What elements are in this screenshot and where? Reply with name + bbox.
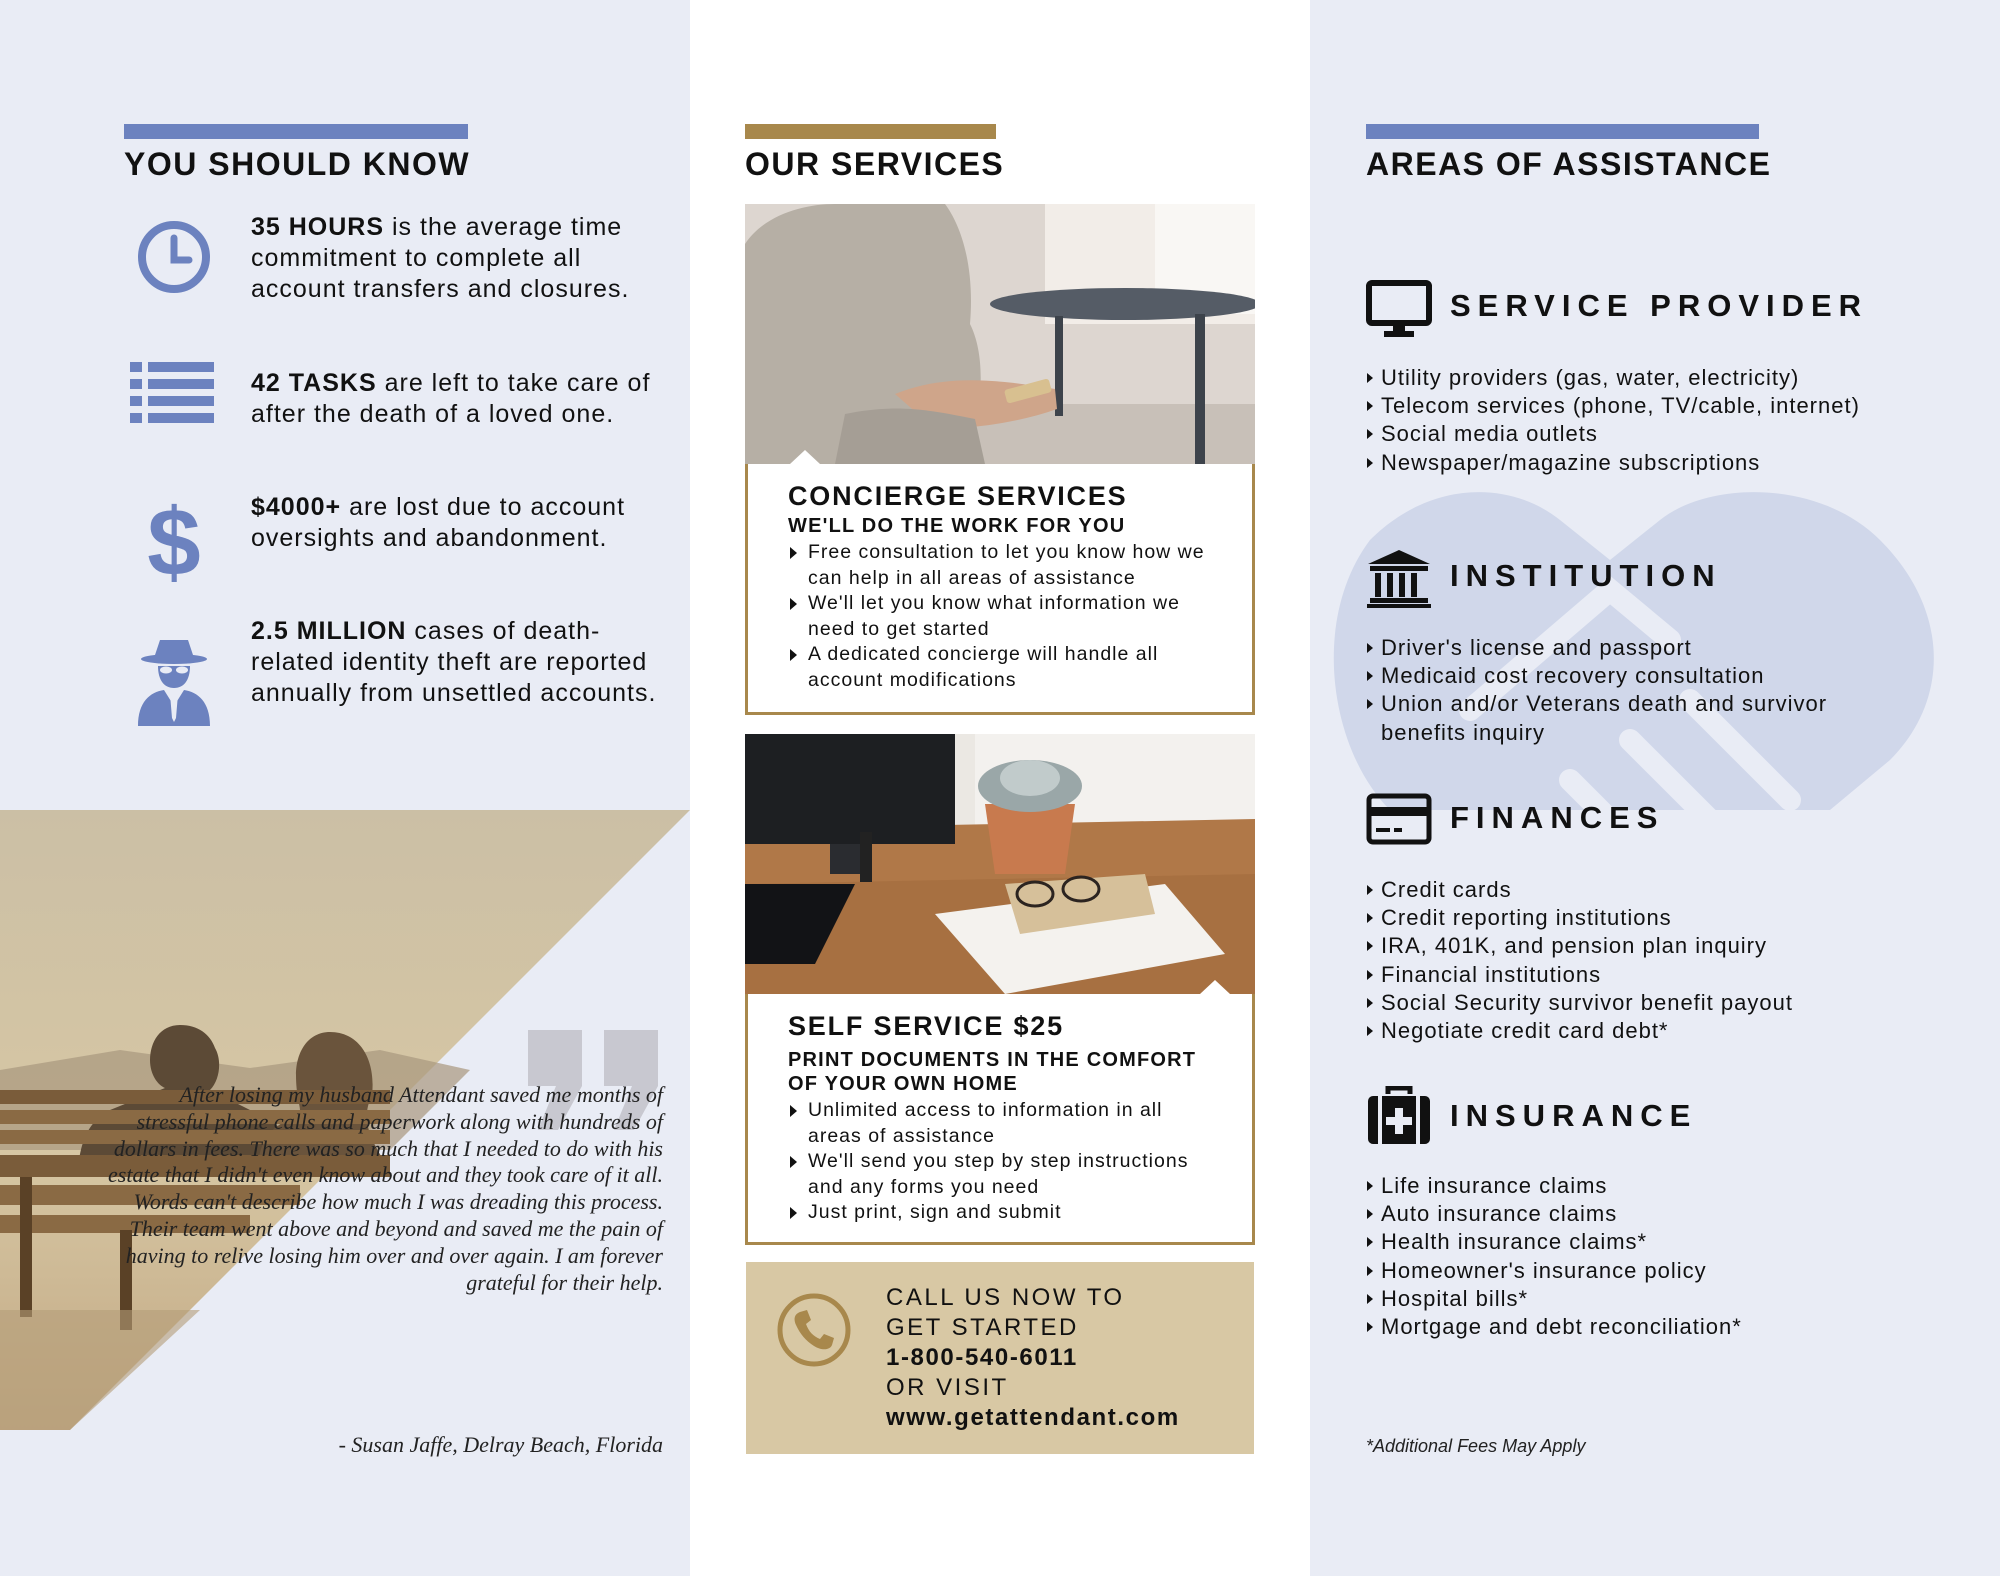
list-item: Health insurance claims* (1366, 1228, 1906, 1256)
right-panel (1310, 0, 2000, 1576)
area-title: INSTITUTION (1450, 558, 1722, 593)
fact-item: 42 TASKS are left to take care of after the death of a loved one. (251, 369, 651, 428)
list-item: Social media outlets (1366, 420, 1906, 448)
card-title: CONCIERGE SERVICES (788, 481, 1128, 511)
list-item: Hospital bills* (1366, 1285, 1906, 1313)
list-item: A dedicated concierge will handle all account modifications (788, 642, 1218, 693)
area-list (1366, 634, 1906, 747)
testimonial-quote: After losing my husband Attendant saved me months of stressful phone calls and paperwork along with hundreds of dollars in fees. There was so much that I needed to do with his estate that I didn't even know about and they took care of it all. Words can't describe how much I was dreading this process. Their team went above and beyond and saved me the pain of having to relive losing him over and over again. I am forever grateful for their help. (108, 1082, 663, 1295)
list-item: Life insurance claims (1366, 1172, 1906, 1200)
service-list (788, 540, 1218, 693)
monitor-icon (1366, 280, 1432, 340)
service-list (788, 1098, 1218, 1226)
list-item: Financial institutions (1366, 961, 1906, 989)
dollar-icon (124, 490, 224, 590)
fact-item: 2.5 MILLION cases of death-related identity theft are reported annually from unsettled accounts. (251, 617, 657, 707)
list-item: Driver's license and passport (1366, 634, 1906, 662)
list-item: Medicaid cost recovery consultation (1366, 662, 1906, 690)
cta-line: CALL US NOW TO (886, 1284, 1125, 1311)
testimonial-author: - Susan Jaffe, Delray Beach, Florida (338, 1432, 663, 1457)
area-title: INSURANCE (1450, 1098, 1698, 1133)
card-title: SELF SERVICE $25 (788, 1011, 1064, 1041)
list-item: Union and/or Veterans death and survivor benefits inquiry (1366, 690, 1906, 746)
fact-item: $4000+ are lost due to account oversights and abandonment. (251, 493, 626, 552)
list-item: Unlimited access to information in all areas of assistance (788, 1098, 1218, 1149)
list-item: Auto insurance claims (1366, 1200, 1906, 1228)
phone-number-link[interactable]: 1-800-540-6011 (886, 1344, 1078, 1371)
section-title: AREAS OF ASSISTANCE (1366, 146, 1772, 182)
area-list (1366, 364, 1906, 477)
medical-kit-icon (1366, 1086, 1432, 1146)
list-item: Just print, sign and submit (788, 1200, 1218, 1226)
cta-line: OR VISIT (886, 1374, 1009, 1401)
list-item: Homeowner's insurance policy (1366, 1257, 1906, 1285)
credit-card-icon (1366, 790, 1432, 850)
cta-line: GET STARTED (886, 1314, 1079, 1341)
fact-item: 35 HOURS is the average time commitment to complete all account transfers and closures. (251, 213, 630, 303)
list-item: Credit reporting institutions (1366, 904, 1906, 932)
footnote: *Additional Fees May Apply (1366, 1436, 1586, 1456)
section-accent-bar (1366, 124, 1759, 139)
section-accent-bar (745, 124, 996, 139)
desk-with-glasses-photo (745, 734, 1255, 994)
spy-icon (124, 630, 224, 730)
section-title: OUR SERVICES (745, 146, 1005, 182)
person-with-phone-photo (745, 204, 1255, 464)
self-service-card (745, 994, 1255, 1245)
section-accent-bar (124, 124, 468, 139)
website-link[interactable]: www.getattendant.com (886, 1404, 1180, 1431)
list-item: Free consultation to let you know how we can help in all areas of assistance (788, 540, 1218, 591)
clock-icon (124, 212, 224, 312)
list-item: We'll let you know what information we need to get started (788, 591, 1218, 642)
card-subtitle: PRINT DOCUMENTS IN THE COMFORT OF YOUR OWN HOME (788, 1049, 1197, 1095)
list-item: Newspaper/magazine subscriptions (1366, 449, 1906, 477)
section-title: YOU SHOULD KNOW (124, 146, 471, 182)
list-item: IRA, 401K, and pension plan inquiry (1366, 932, 1906, 960)
area-list (1366, 1172, 1906, 1341)
area-list (1366, 876, 1906, 1045)
middle-panel (690, 0, 1310, 1576)
area-title: FINANCES (1450, 800, 1665, 835)
area-title: SERVICE PROVIDER (1450, 288, 1869, 323)
list-item: Utility providers (gas, water, electricity) (1366, 364, 1906, 392)
bank-icon (1366, 548, 1432, 608)
svg-text:$: $ (147, 490, 201, 590)
left-panel (0, 0, 690, 1576)
phone-icon (774, 1290, 854, 1370)
list-item: Social Security survivor benefit payout (1366, 989, 1906, 1017)
list-item: Mortgage and debt reconciliation* (1366, 1313, 1906, 1341)
card-subtitle: WE'LL DO THE WORK FOR YOU (788, 515, 1126, 537)
list-item: Telecom services (phone, TV/cable, internet) (1366, 392, 1906, 420)
list-icon (124, 352, 224, 452)
list-item: Negotiate credit card debt* (1366, 1017, 1906, 1045)
call-to-action-box (746, 1262, 1254, 1454)
concierge-services-card (745, 464, 1255, 715)
list-item: We'll send you step by step instructions and any forms you need (788, 1149, 1218, 1200)
list-item: Credit cards (1366, 876, 1906, 904)
